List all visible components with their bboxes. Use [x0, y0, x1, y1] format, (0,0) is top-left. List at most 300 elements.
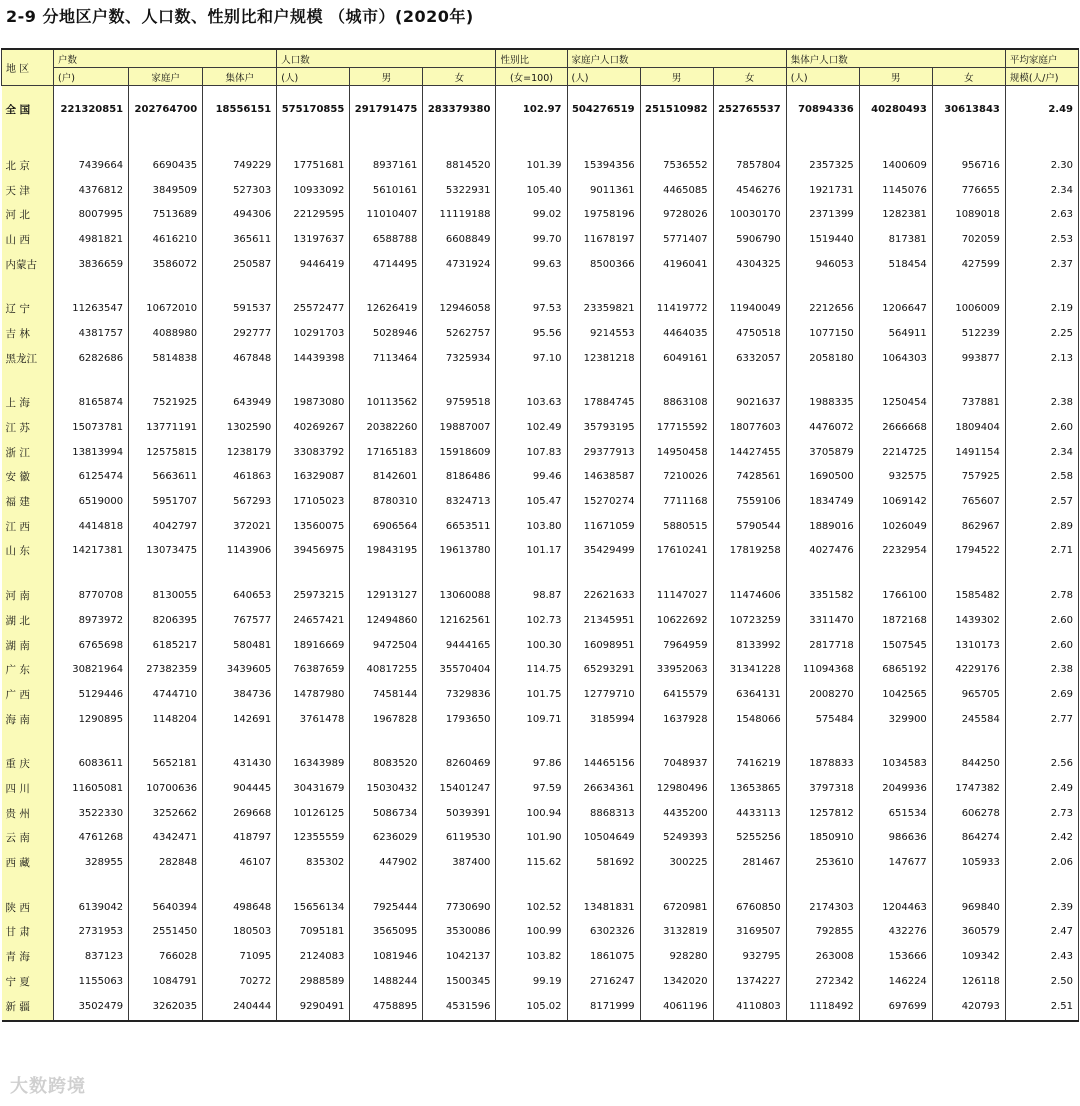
data-cell: 30821964 — [54, 657, 129, 682]
empty-cell — [786, 875, 859, 895]
data-cell: 591537 — [203, 296, 277, 321]
region-name: 安 徽 — [2, 465, 54, 490]
empty-cell — [350, 371, 423, 391]
data-cell: 9446419 — [277, 252, 350, 277]
data-cell: 1967828 — [350, 707, 423, 732]
data-cell: 6119530 — [423, 826, 496, 851]
data-cell: 2.77 — [1005, 707, 1078, 732]
data-cell: 7559106 — [713, 489, 786, 514]
header-households: 户数 — [54, 49, 277, 68]
data-cell: 8937161 — [350, 153, 423, 178]
data-cell: 1077150 — [786, 321, 859, 346]
data-cell: 142691 — [203, 707, 277, 732]
empty-cell — [203, 731, 277, 751]
data-cell: 1064303 — [859, 346, 932, 371]
table-row — [2, 776, 1079, 801]
data-cell: 281467 — [713, 850, 786, 875]
data-cell: 6865192 — [859, 657, 932, 682]
data-cell: 13813994 — [54, 440, 129, 465]
data-cell: 4376812 — [54, 178, 129, 203]
data-cell: 14787980 — [277, 682, 350, 707]
data-cell: 2716247 — [567, 969, 640, 994]
data-cell: 13073475 — [129, 539, 203, 564]
data-cell: 2.38 — [1005, 657, 1078, 682]
region-name: 吉 林 — [2, 321, 54, 346]
data-cell: 1084791 — [129, 969, 203, 994]
data-cell: 70894336 — [786, 86, 859, 134]
data-cell: 11419772 — [640, 296, 713, 321]
data-cell: 1118492 — [786, 994, 859, 1021]
data-cell: 4110803 — [713, 994, 786, 1021]
region-name: 宁 夏 — [2, 969, 54, 994]
data-cell: 5771407 — [640, 227, 713, 252]
data-cell: 749229 — [203, 153, 277, 178]
data-cell: 1290895 — [54, 707, 129, 732]
data-cell: 4981821 — [54, 227, 129, 252]
table-row — [2, 707, 1079, 732]
data-cell: 263008 — [786, 944, 859, 969]
region-name: 云 南 — [2, 826, 54, 851]
data-cell: 6125474 — [54, 465, 129, 490]
data-cell: 837123 — [54, 944, 129, 969]
empty-cell — [277, 563, 350, 583]
data-cell: 5086734 — [350, 801, 423, 826]
data-cell: 39456975 — [277, 539, 350, 564]
data-cell: 1374227 — [713, 969, 786, 994]
empty-cell — [786, 563, 859, 583]
data-cell: 24657421 — [277, 608, 350, 633]
data-cell: 817381 — [859, 227, 932, 252]
table-row — [2, 346, 1079, 371]
spacer-row — [2, 133, 1079, 153]
empty-cell — [54, 875, 129, 895]
data-cell: 737881 — [932, 391, 1005, 416]
table-row — [2, 227, 1079, 252]
data-cell: 71095 — [203, 944, 277, 969]
header-collective-pop: 集体户人口数 — [786, 49, 1005, 68]
data-cell: 7521925 — [129, 391, 203, 416]
data-cell: 2.30 — [1005, 153, 1078, 178]
empty-cell — [203, 875, 277, 895]
data-cell: 30613843 — [932, 86, 1005, 134]
data-cell: 2.49 — [1005, 776, 1078, 801]
data-cell: 4758895 — [350, 994, 423, 1021]
empty-cell — [567, 133, 640, 153]
empty-cell — [640, 276, 713, 296]
data-cell: 10622692 — [640, 608, 713, 633]
region-name: 内蒙古 — [2, 252, 54, 277]
data-cell: 12913127 — [350, 583, 423, 608]
data-cell: 6415579 — [640, 682, 713, 707]
data-cell: 4061196 — [640, 994, 713, 1021]
table-row — [2, 751, 1079, 776]
data-cell: 4531596 — [423, 994, 496, 1021]
data-cell: 10933092 — [277, 178, 350, 203]
data-cell: 7925444 — [350, 895, 423, 920]
data-cell: 153666 — [859, 944, 932, 969]
data-cell: 3705879 — [786, 440, 859, 465]
data-cell: 5652181 — [129, 751, 203, 776]
empty-cell — [713, 133, 786, 153]
empty-cell — [1005, 563, 1078, 583]
data-cell: 35429499 — [567, 539, 640, 564]
data-cell: 17715592 — [640, 415, 713, 440]
empty-cell — [859, 875, 932, 895]
data-cell: 2.13 — [1005, 346, 1078, 371]
data-cell: 360579 — [932, 920, 1005, 945]
empty-cell — [786, 133, 859, 153]
data-cell: 98.87 — [496, 583, 567, 608]
empty-cell — [932, 133, 1005, 153]
data-cell: 7458144 — [350, 682, 423, 707]
data-cell: 11263547 — [54, 296, 129, 321]
region-name: 四 川 — [2, 776, 54, 801]
data-cell: 1155063 — [54, 969, 129, 994]
data-cell: 5039391 — [423, 801, 496, 826]
data-cell: 2371399 — [786, 202, 859, 227]
data-cell: 10126125 — [277, 801, 350, 826]
data-cell: 8780310 — [350, 489, 423, 514]
empty-cell — [277, 875, 350, 895]
empty-cell — [203, 276, 277, 296]
data-cell: 15073781 — [54, 415, 129, 440]
empty-cell — [129, 563, 203, 583]
empty-cell — [567, 276, 640, 296]
empty-cell — [54, 563, 129, 583]
data-cell: 467848 — [203, 346, 277, 371]
data-cell: 22621633 — [567, 583, 640, 608]
data-cell: 99.63 — [496, 252, 567, 277]
empty-cell — [640, 371, 713, 391]
data-cell: 1747382 — [932, 776, 1005, 801]
data-cell: 12946058 — [423, 296, 496, 321]
data-cell: 7857804 — [713, 153, 786, 178]
data-cell: 3351582 — [786, 583, 859, 608]
data-cell: 9011361 — [567, 178, 640, 203]
data-cell: 6139042 — [54, 895, 129, 920]
data-cell: 2.69 — [1005, 682, 1078, 707]
spacer-row — [2, 731, 1079, 751]
data-cell: 4476072 — [786, 415, 859, 440]
region-name: 江 苏 — [2, 415, 54, 440]
data-cell: 23359821 — [567, 296, 640, 321]
data-cell: 252765537 — [713, 86, 786, 134]
data-cell: 6302326 — [567, 920, 640, 945]
empty-cell — [1005, 875, 1078, 895]
table-row — [2, 415, 1079, 440]
data-cell: 7416219 — [713, 751, 786, 776]
data-cell: 10504649 — [567, 826, 640, 851]
data-cell: 6765698 — [54, 633, 129, 658]
data-cell: 1310173 — [932, 633, 1005, 658]
data-cell: 5663611 — [129, 465, 203, 490]
data-cell: 6906564 — [350, 514, 423, 539]
data-cell: 8260469 — [423, 751, 496, 776]
data-cell: 1491154 — [932, 440, 1005, 465]
data-cell: 11671059 — [567, 514, 640, 539]
data-cell: 767577 — [203, 608, 277, 633]
data-cell: 269668 — [203, 801, 277, 826]
region-name: 北 京 — [2, 153, 54, 178]
data-cell: 8171999 — [567, 994, 640, 1021]
data-cell: 7513689 — [129, 202, 203, 227]
data-cell: 447902 — [350, 850, 423, 875]
data-cell: 1889016 — [786, 514, 859, 539]
data-cell: 253610 — [786, 850, 859, 875]
data-cell: 2.50 — [1005, 969, 1078, 994]
data-cell: 240444 — [203, 994, 277, 1021]
data-cell: 8863108 — [640, 391, 713, 416]
data-cell: 10700636 — [129, 776, 203, 801]
data-cell: 26634361 — [567, 776, 640, 801]
data-cell: 8165874 — [54, 391, 129, 416]
data-cell: 1148204 — [129, 707, 203, 732]
data-cell: 9214553 — [567, 321, 640, 346]
data-cell: 15656134 — [277, 895, 350, 920]
empty-cell — [277, 276, 350, 296]
data-cell: 101.90 — [496, 826, 567, 851]
data-cell: 126118 — [932, 969, 1005, 994]
empty-cell — [350, 875, 423, 895]
empty-cell — [2, 371, 54, 391]
data-cell: 70272 — [203, 969, 277, 994]
data-cell: 5814838 — [129, 346, 203, 371]
data-cell: 17165183 — [350, 440, 423, 465]
data-cell: 101.39 — [496, 153, 567, 178]
table-row — [2, 608, 1079, 633]
region-name: 甘 肃 — [2, 920, 54, 945]
data-cell: 11474606 — [713, 583, 786, 608]
data-cell: 3311470 — [786, 608, 859, 633]
data-cell: 986636 — [859, 826, 932, 851]
data-cell: 494306 — [203, 202, 277, 227]
empty-cell — [859, 276, 932, 296]
data-cell: 7711168 — [640, 489, 713, 514]
data-cell: 8868313 — [567, 801, 640, 826]
data-cell: 6364131 — [713, 682, 786, 707]
watermark: 大数跨境 — [10, 1076, 86, 1097]
data-cell: 2666668 — [859, 415, 932, 440]
data-cell: 4196041 — [640, 252, 713, 277]
data-cell: 102.73 — [496, 608, 567, 633]
data-cell: 932795 — [713, 944, 786, 969]
data-cell: 512239 — [932, 321, 1005, 346]
data-cell: 17105023 — [277, 489, 350, 514]
data-cell: 114.75 — [496, 657, 567, 682]
data-cell: 1042565 — [859, 682, 932, 707]
data-cell: 40280493 — [859, 86, 932, 134]
data-cell: 8500366 — [567, 252, 640, 277]
data-cell: 101.75 — [496, 682, 567, 707]
data-cell: 1439302 — [932, 608, 1005, 633]
data-cell: 21345951 — [567, 608, 640, 633]
data-cell: 11010407 — [350, 202, 423, 227]
data-cell: 9290491 — [277, 994, 350, 1021]
data-cell: 46107 — [203, 850, 277, 875]
data-cell: 15918609 — [423, 440, 496, 465]
region-name: 西 藏 — [2, 850, 54, 875]
data-cell: 3252662 — [129, 801, 203, 826]
empty-cell — [932, 731, 1005, 751]
data-cell: 10030170 — [713, 202, 786, 227]
data-cell: 2232954 — [859, 539, 932, 564]
data-cell: 3439605 — [203, 657, 277, 682]
spacer-row — [2, 875, 1079, 895]
header-female: 女 — [423, 68, 496, 86]
data-cell: 697699 — [859, 994, 932, 1021]
region-name: 湖 北 — [2, 608, 54, 633]
data-cell: 4229176 — [932, 657, 1005, 682]
header-sex-ratio: 性别比 — [496, 49, 567, 68]
data-cell: 527303 — [203, 178, 277, 203]
data-cell: 864274 — [932, 826, 1005, 851]
data-cell: 33952063 — [640, 657, 713, 682]
data-cell: 65293291 — [567, 657, 640, 682]
data-cell: 109342 — [932, 944, 1005, 969]
data-cell: 757925 — [932, 465, 1005, 490]
data-cell: 107.83 — [496, 440, 567, 465]
data-cell: 6282686 — [54, 346, 129, 371]
data-cell: 9759518 — [423, 391, 496, 416]
data-cell: 2817718 — [786, 633, 859, 658]
data-cell: 765607 — [932, 489, 1005, 514]
data-cell: 16343989 — [277, 751, 350, 776]
table-row — [2, 489, 1079, 514]
data-cell: 7095181 — [277, 920, 350, 945]
data-cell: 4750518 — [713, 321, 786, 346]
data-cell: 3185994 — [567, 707, 640, 732]
data-cell: 15030432 — [350, 776, 423, 801]
data-cell: 95.56 — [496, 321, 567, 346]
data-cell: 12494860 — [350, 608, 423, 633]
data-cell: 13771191 — [129, 415, 203, 440]
data-cell: 13560075 — [277, 514, 350, 539]
data-cell: 7439664 — [54, 153, 129, 178]
data-cell: 12980496 — [640, 776, 713, 801]
data-cell: 3761478 — [277, 707, 350, 732]
data-cell: 3836659 — [54, 252, 129, 277]
data-cell: 19843195 — [350, 539, 423, 564]
data-cell: 14217381 — [54, 539, 129, 564]
data-cell: 5790544 — [713, 514, 786, 539]
data-cell: 2357325 — [786, 153, 859, 178]
data-cell: 1500345 — [423, 969, 496, 994]
data-cell: 1861075 — [567, 944, 640, 969]
empty-cell — [203, 563, 277, 583]
empty-cell — [423, 371, 496, 391]
data-cell: 8130055 — [129, 583, 203, 608]
empty-cell — [1005, 731, 1078, 751]
table-row — [2, 994, 1079, 1021]
region-name: 山 东 — [2, 539, 54, 564]
data-cell: 180503 — [203, 920, 277, 945]
spacer-row — [2, 563, 1079, 583]
data-cell: 3522330 — [54, 801, 129, 826]
data-cell: 15270274 — [567, 489, 640, 514]
data-cell: 102.52 — [496, 895, 567, 920]
empty-cell — [713, 731, 786, 751]
table-row — [2, 539, 1079, 564]
empty-cell — [350, 276, 423, 296]
data-cell: 97.53 — [496, 296, 567, 321]
data-cell: 5028946 — [350, 321, 423, 346]
data-cell: 97.86 — [496, 751, 567, 776]
empty-cell — [203, 133, 277, 153]
data-cell: 10672010 — [129, 296, 203, 321]
data-cell: 2.34 — [1005, 440, 1078, 465]
data-cell: 2.60 — [1005, 608, 1078, 633]
header-population: 人口数 — [277, 49, 496, 68]
data-cell: 1878833 — [786, 751, 859, 776]
header-male: 男 — [350, 68, 423, 86]
region-name: 重 庆 — [2, 751, 54, 776]
data-cell: 5249393 — [640, 826, 713, 851]
table-row — [2, 944, 1079, 969]
empty-cell — [129, 276, 203, 296]
data-cell: 4435200 — [640, 801, 713, 826]
empty-cell — [203, 371, 277, 391]
data-cell: 640653 — [203, 583, 277, 608]
empty-cell — [786, 371, 859, 391]
data-cell: 25973215 — [277, 583, 350, 608]
data-cell: 3530086 — [423, 920, 496, 945]
empty-cell — [713, 371, 786, 391]
data-cell: 498648 — [203, 895, 277, 920]
data-cell: 12575815 — [129, 440, 203, 465]
data-cell: 418797 — [203, 826, 277, 851]
data-cell: 518454 — [859, 252, 932, 277]
empty-cell — [423, 563, 496, 583]
table-row — [2, 178, 1079, 203]
data-cell: 1585482 — [932, 583, 1005, 608]
data-cell: 11119188 — [423, 202, 496, 227]
header-households-unit: (户) — [54, 68, 129, 86]
data-cell: 5610161 — [350, 178, 423, 203]
data-cell: 283379380 — [423, 86, 496, 134]
empty-cell — [640, 875, 713, 895]
data-cell: 2.89 — [1005, 514, 1078, 539]
data-cell: 2731953 — [54, 920, 129, 945]
data-cell: 100.30 — [496, 633, 567, 658]
data-cell: 4342471 — [129, 826, 203, 851]
data-cell: 76387659 — [277, 657, 350, 682]
data-cell: 16329087 — [277, 465, 350, 490]
data-cell: 6720981 — [640, 895, 713, 920]
data-cell: 1690500 — [786, 465, 859, 490]
data-cell: 3262035 — [129, 994, 203, 1021]
data-cell: 1257812 — [786, 801, 859, 826]
spacer-row — [2, 371, 1079, 391]
data-cell: 461863 — [203, 465, 277, 490]
region-name: 广 西 — [2, 682, 54, 707]
empty-cell — [423, 875, 496, 895]
table-row — [2, 465, 1079, 490]
empty-cell — [54, 276, 129, 296]
region-name: 河 南 — [2, 583, 54, 608]
data-cell: 19613780 — [423, 539, 496, 564]
data-cell: 6588788 — [350, 227, 423, 252]
data-cell: 40269267 — [277, 415, 350, 440]
data-cell: 1089018 — [932, 202, 1005, 227]
data-cell: 103.63 — [496, 391, 567, 416]
data-cell: 17884745 — [567, 391, 640, 416]
data-cell: 5951707 — [129, 489, 203, 514]
total-row — [2, 86, 1079, 134]
region-name: 江 西 — [2, 514, 54, 539]
data-cell: 7964959 — [640, 633, 713, 658]
data-cell: 1206647 — [859, 296, 932, 321]
data-cell: 100.99 — [496, 920, 567, 945]
